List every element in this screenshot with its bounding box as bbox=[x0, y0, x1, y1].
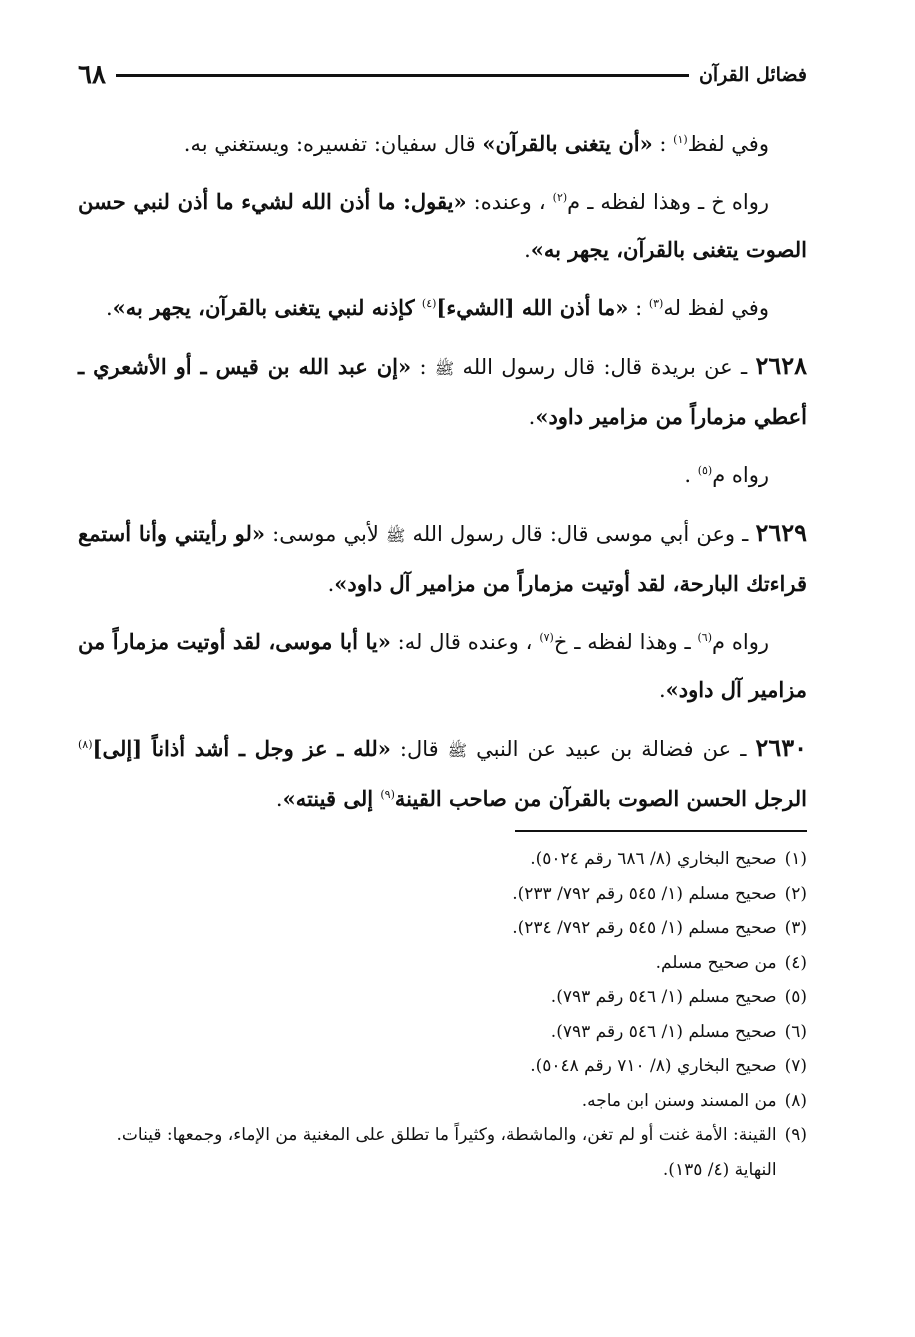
footnote-ref: (٩) bbox=[380, 788, 395, 801]
text-run: رواه م bbox=[712, 630, 769, 654]
quoted-text: «ما أذن الله [الشيء] bbox=[436, 295, 629, 320]
hadith-number: ٢٦٢٨ bbox=[755, 351, 808, 380]
text-run: : bbox=[652, 132, 674, 156]
quoted-text: «يقول: ما أذن الله لشيء ما أذن لنبي حسن الصوت يتغنى بالقرآن، يجهر به» bbox=[78, 189, 807, 262]
hadith-2628 bbox=[78, 342, 807, 441]
footnote-text: القينة: الأمة غنت أو لم تغن، والماشطة، وكثيراً ما تطلق على المغنية من الإماء، وجمعها: قينات. النهاية (٤/ ١٣٥). bbox=[116, 1125, 777, 1180]
footnote-text: صحيح مسلم (١/ ٥٤٥ رقم ٧٩٢/ ٢٣٤). bbox=[512, 918, 777, 938]
paragraph-1 bbox=[78, 120, 807, 168]
footnotes bbox=[78, 842, 807, 1187]
footnote-ref: (٢) bbox=[552, 191, 568, 204]
text-run: لأبي موسى: bbox=[264, 522, 386, 546]
header-rule bbox=[116, 74, 689, 77]
text-run: ، وعنده قال له: bbox=[390, 630, 540, 654]
running-title: فضائل القرآن bbox=[698, 64, 807, 86]
text-run: . bbox=[327, 572, 335, 596]
footnote bbox=[78, 1049, 807, 1084]
footnote-text: صحيح البخاري (٨/ ٦٨٦ رقم ٥٠٢٤). bbox=[530, 849, 777, 869]
footnote-mark: (٧) bbox=[784, 1056, 807, 1076]
book-page bbox=[78, 0, 807, 1337]
footnote-mark: (٤) bbox=[784, 952, 807, 973]
footnote-text: من صحيح مسلم. bbox=[655, 952, 777, 973]
footnote-ref: (٦) bbox=[697, 631, 713, 644]
footnote-ref: (٥) bbox=[697, 464, 713, 477]
hadith-number: ٢٦٢٩ bbox=[755, 518, 807, 547]
text-run: وفي لفظ bbox=[687, 132, 769, 156]
footnote-text: من المسند وسنن ابن ماجه. bbox=[581, 1090, 777, 1111]
quoted-text: كإذنه لنبي يتغنى بالقرآن، يجهر به» bbox=[112, 295, 422, 320]
text-run: رواه م bbox=[712, 463, 769, 487]
text-run: : bbox=[411, 355, 435, 379]
text-run: . bbox=[684, 463, 698, 487]
footnote-mark: (٥) bbox=[784, 987, 807, 1007]
footnote-text: صحيح البخاري (٨/ ٧١٠ رقم ٥٠٤٨). bbox=[530, 1056, 777, 1076]
text-run: ـ عن فضالة بن عبيد عن النبي bbox=[467, 737, 756, 761]
paragraph-7 bbox=[78, 618, 807, 714]
text-run: . bbox=[105, 296, 113, 320]
hadith-2629 bbox=[78, 509, 807, 608]
text-run: ـ وعن أبي موسى قال: قال رسول الله bbox=[405, 522, 756, 546]
footnote-mark: (٦) bbox=[784, 1021, 807, 1042]
footnote-ref: (٨) bbox=[78, 738, 93, 751]
hadith-2630 bbox=[78, 724, 807, 823]
footnote-ref: (٤) bbox=[421, 297, 437, 310]
footnote bbox=[78, 1118, 807, 1187]
salawat-glyph: ﷺ bbox=[434, 359, 455, 378]
footnote-text: صحيح مسلم (١/ ٥٤٦ رقم ٧٩٣). bbox=[550, 987, 777, 1007]
footnote-ref: (٣) bbox=[648, 297, 664, 310]
footnote-mark: (٣) bbox=[784, 918, 807, 938]
footnote-ref: (١) bbox=[673, 133, 688, 146]
text-run: ـ عن بريدة قال: قال رسول الله bbox=[454, 355, 756, 379]
paragraph-3 bbox=[78, 284, 807, 332]
footnote bbox=[78, 842, 807, 877]
footnote-mark: (١) bbox=[784, 849, 807, 869]
main-text bbox=[78, 120, 807, 833]
hadith-number: ٢٦٣٠ bbox=[755, 733, 807, 762]
footnote bbox=[78, 911, 807, 946]
text-run: ، وعنده: bbox=[466, 190, 553, 214]
quoted-text: «إن عبد الله بن قيس ـ أو الأشعري ـ أعطي مزماراً من مزامير داود» bbox=[78, 354, 807, 429]
footnote-ref: (٧) bbox=[539, 631, 554, 644]
text-run: : bbox=[628, 296, 649, 320]
text-run: رواه خ ـ وهذا لفظه ـ م bbox=[567, 190, 769, 214]
paragraph-2 bbox=[78, 178, 807, 274]
footnote-mark: (٨) bbox=[784, 1090, 807, 1111]
quoted-text: «لو رأيتني وأنا أستمع قراءتك البارحة، لقد أوتيت مزماراً من مزامير آل داود» bbox=[78, 521, 807, 596]
quoted-text: «أن يتغنى بالقرآن» bbox=[482, 131, 653, 156]
paragraph-5 bbox=[78, 451, 807, 499]
text-run: . bbox=[524, 238, 531, 262]
footnote bbox=[78, 877, 807, 912]
text-run: . bbox=[275, 787, 283, 811]
quoted-text: إلى قينته» bbox=[282, 786, 381, 811]
footnote-mark: (٩) bbox=[784, 1125, 807, 1145]
quoted-text: الرجل الحسن الصوت بالقرآن من صاحب القينة bbox=[394, 786, 807, 811]
footnote bbox=[78, 1084, 807, 1119]
page-number: ٦٨ bbox=[78, 60, 106, 90]
quoted-text: «لله ـ عز وجل ـ أشد أذاناً [إلى] bbox=[92, 736, 391, 761]
text-run: قال سفيان: تفسيره: ويستغني به. bbox=[183, 132, 483, 156]
text-run: . bbox=[528, 405, 536, 429]
salawat-glyph: ﷺ bbox=[385, 526, 406, 545]
text-run: وفي لفظ له bbox=[663, 296, 769, 320]
text-run: ـ وهذا لفظه ـ خ bbox=[553, 630, 698, 654]
text-run: قال: bbox=[390, 737, 448, 761]
page-header bbox=[78, 58, 807, 92]
salawat-glyph: ﷺ bbox=[447, 741, 468, 760]
footnote bbox=[78, 980, 807, 1015]
footnote-text: صحيح مسلم (١/ ٥٤٦ رقم ٧٩٣). bbox=[550, 1021, 777, 1042]
quoted-text: «يا أبا موسى، لقد أوتيت مزماراً من مزامير آل داود» bbox=[78, 629, 807, 702]
footnote-rule bbox=[515, 830, 807, 832]
footnote bbox=[78, 946, 807, 981]
text-run: . bbox=[658, 678, 666, 702]
footnote bbox=[78, 1015, 807, 1050]
footnote-mark: (٢) bbox=[784, 883, 807, 904]
footnote-text: صحيح مسلم (١/ ٥٤٥ رقم ٧٩٢/ ٢٣٣). bbox=[512, 883, 777, 904]
